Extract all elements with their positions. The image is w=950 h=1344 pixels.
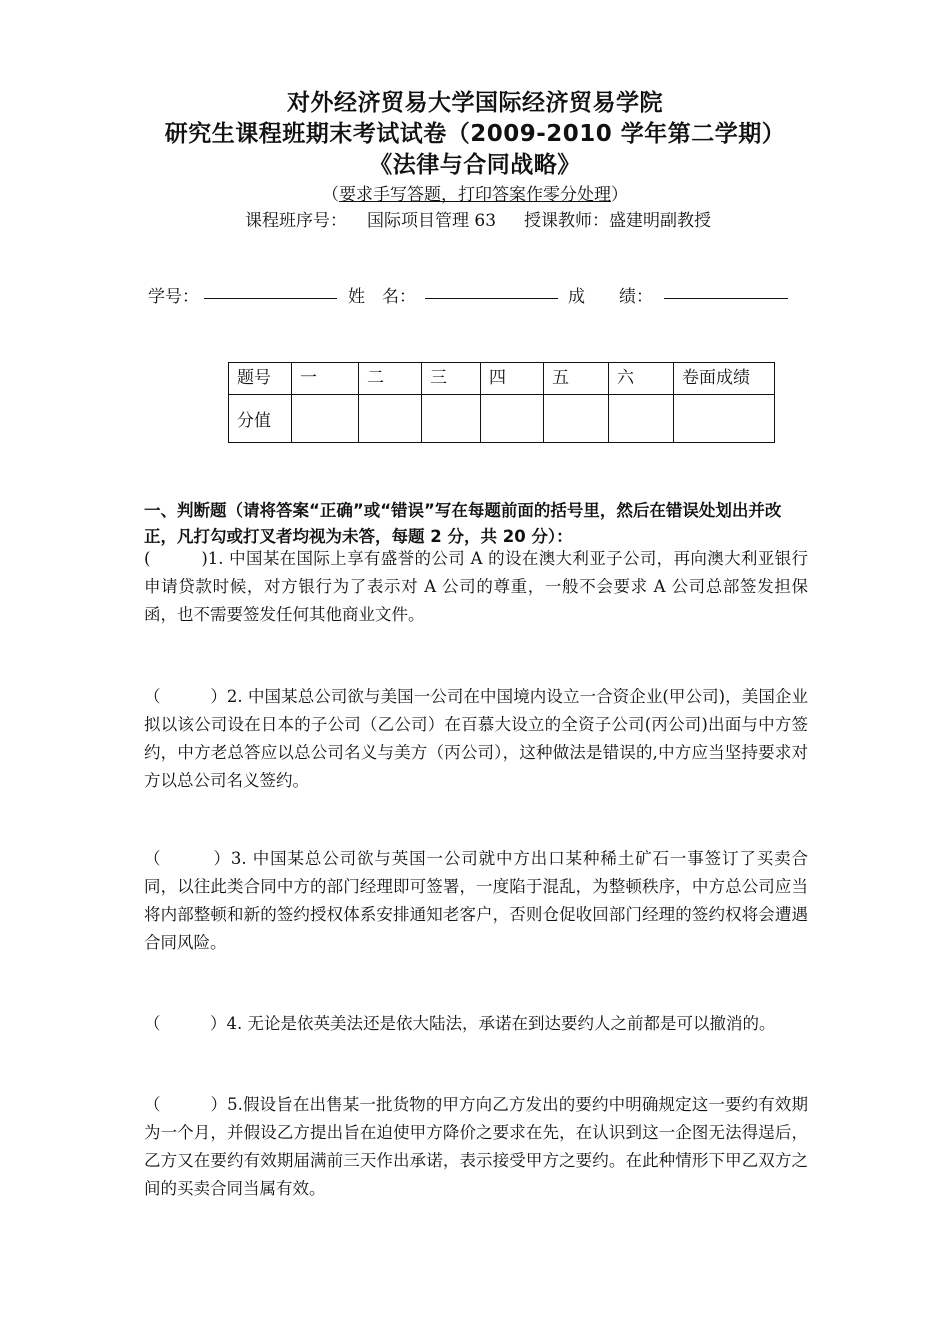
student-id-blank[interactable]: [204, 298, 337, 299]
note-open-paren: （: [322, 185, 339, 205]
course-value: 国际项目管理 63: [367, 211, 497, 231]
handwriting-note: [0, 180, 950, 205]
row-label-score: 分值: [229, 395, 292, 443]
score-value-row: [229, 395, 775, 443]
grade-blank[interactable]: [664, 298, 788, 299]
question-5: （ ）5.假设旨在出售某一批货物的甲方向乙方发出的要约中明确规定这一要约有效期为一个月，并假设乙方提出旨在迫使甲方降价之要求在先，在认识到这一企图无法得逞后，乙方又在要约有效期届满前三天作出承诺，表示接受甲方之要约。在此种情形下甲乙双方之间的买卖合同当属有效。: [144, 1095, 808, 1198]
header-cell-question: 题号: [229, 363, 292, 395]
header-cell-2: 二: [359, 363, 422, 395]
score-header-row: [229, 363, 775, 395]
header-cell-1: 一: [292, 363, 359, 395]
grade-label: 成 绩：: [568, 287, 653, 307]
score-cell[interactable]: [359, 395, 422, 443]
question-2: （ ）2. 中国某总公司欲与美国一公司在中国境内设立一合资企业(甲公司)，美国企业拟以该公司设在日本的子公司（乙公司）在百慕大设立的全资子公司(丙公司)出面与中方签约，中方老总答应以总公司名义与美方（丙公司），这种做法是错误的,中方应当坚持要求对方以总公司名义签约。: [144, 687, 808, 790]
exam-title: 研究生课程班期末考试试卷（2009-2010 学年第二学期）: [164, 121, 786, 147]
score-table: [228, 362, 775, 443]
score-cell[interactable]: [544, 395, 609, 443]
question-1: ( )1. 中国某在国际上享有盛誉的公司 A 的设在澳大利亚子公司，再向澳大利亚银行申请贷款时候，对方银行为了表示对 A 公司的尊重，一般不会要求 A 公司总部签发担保函，也不需要签发任何其他商业文件。: [144, 549, 808, 624]
header-cell-4: 四: [481, 363, 544, 395]
note-close-paren: ）: [611, 185, 628, 205]
score-cell[interactable]: [422, 395, 481, 443]
score-cell[interactable]: [609, 395, 674, 443]
score-cell[interactable]: [674, 395, 775, 443]
header-cell-5: 五: [544, 363, 609, 395]
student-name-blank[interactable]: [425, 298, 558, 299]
question-3: （ ）3. 中国某总公司欲与英国一公司就中方出口某种稀土矿石一事签订了买卖合同，以往此类合同中方的部门经理即可签署，一度陷于混乱，为整顿秩序，中方总公司应当将内部整顿和新的签约授权体系安排通知老客户，否则仓促收回部门经理的签约权将会遭遇合同风险。: [144, 849, 808, 952]
teacher-label: 授课教师：: [524, 211, 610, 231]
student-name-label: 姓 名：: [348, 287, 416, 307]
teacher-value: 盛建明副教授: [609, 211, 712, 231]
university-title: 对外经济贸易大学国际经济贸易学院: [287, 90, 663, 116]
course-title: 《法律与合同战略》: [369, 152, 581, 178]
note-text: 要求手写答题，打印答案作零分处理: [339, 185, 611, 205]
header-cell-6: 六: [609, 363, 674, 395]
course-info: [245, 206, 711, 231]
section-1-title: 一、判断题（请将答案“正确”或“错误”写在每题前面的括号里，然后在错误处划出并改正，凡打勾或打叉者均视为未答，每题 2 分，共 20 分）：: [144, 501, 782, 546]
header-cell-total: 卷面成绩: [674, 363, 775, 395]
course-label: 课程班序号：: [245, 211, 347, 231]
student-id-label: 学号：: [148, 287, 199, 307]
question-4: （ ）4. 无论是依英美法还是依大陆法，承诺在到达要约人之前都是可以撤消的。: [144, 1014, 776, 1033]
score-cell[interactable]: [292, 395, 359, 443]
header-cell-3: 三: [422, 363, 481, 395]
score-cell[interactable]: [481, 395, 544, 443]
